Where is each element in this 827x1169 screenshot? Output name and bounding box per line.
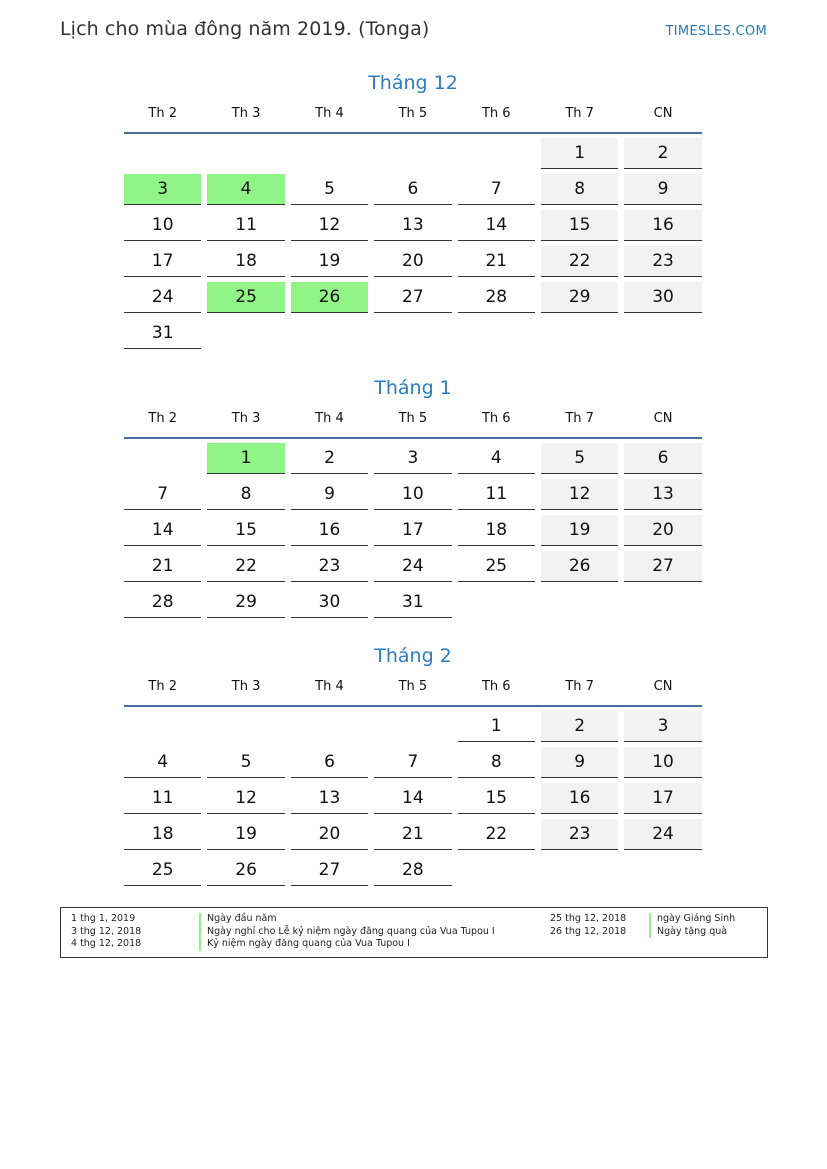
day-cell[interactable]: 3 bbox=[624, 711, 701, 742]
day-cell[interactable]: 26 bbox=[541, 551, 618, 582]
weekday-label: Th 5 bbox=[398, 106, 428, 121]
day-cell[interactable]: 24 bbox=[624, 819, 701, 850]
day-cell[interactable]: 30 bbox=[291, 587, 368, 618]
day-cell[interactable]: 13 bbox=[624, 479, 701, 510]
holiday-day-cell[interactable]: 25 bbox=[207, 282, 284, 313]
day-cell[interactable]: 14 bbox=[124, 515, 201, 546]
day-cell[interactable]: 19 bbox=[291, 246, 368, 277]
weekday-label: Th 5 bbox=[398, 679, 428, 694]
day-cell[interactable]: 15 bbox=[207, 515, 284, 546]
brand-logo-link[interactable]: TIMESLES.COM bbox=[665, 24, 767, 39]
legend-date: 26 thg 12, 2018 bbox=[550, 925, 627, 937]
day-cell[interactable]: 27 bbox=[291, 855, 368, 886]
day-cell[interactable]: 8 bbox=[541, 174, 618, 205]
empty-cell bbox=[204, 711, 287, 747]
header-divider bbox=[124, 132, 702, 134]
weekday-label: Th 6 bbox=[481, 106, 511, 121]
weekday-label: Th 7 bbox=[565, 679, 594, 694]
weekday-label: Th 3 bbox=[231, 411, 261, 426]
day-cell[interactable]: 13 bbox=[374, 210, 451, 241]
header-divider bbox=[124, 705, 702, 707]
month-title: Tháng 1 bbox=[374, 377, 452, 399]
holiday-day-cell[interactable]: 1 bbox=[207, 443, 284, 474]
header-divider bbox=[124, 437, 702, 439]
empty-cell bbox=[371, 711, 454, 747]
empty-cell bbox=[121, 138, 204, 174]
day-cell[interactable]: 11 bbox=[458, 479, 535, 510]
day-cell[interactable]: 20 bbox=[291, 819, 368, 850]
legend-holiday-name: Ngày đầu năm bbox=[199, 913, 495, 926]
day-cell[interactable]: 15 bbox=[541, 210, 618, 241]
legend-holiday-name: Ngày nghỉ cho Lễ kỷ niệm ngày đăng quang của Vua Tupou I bbox=[199, 926, 495, 939]
day-cell[interactable]: 17 bbox=[624, 783, 701, 814]
weekday-label: CN bbox=[653, 106, 673, 121]
day-cell[interactable]: 18 bbox=[124, 819, 201, 850]
month-january bbox=[121, 375, 705, 623]
weekday-header-row bbox=[121, 106, 705, 122]
day-cell[interactable]: 27 bbox=[624, 551, 701, 582]
day-cell[interactable]: 9 bbox=[624, 174, 701, 205]
weekday-label: Th 2 bbox=[148, 106, 177, 121]
weekday-label: Th 4 bbox=[315, 411, 344, 426]
day-cell[interactable]: 12 bbox=[207, 783, 284, 814]
day-cell[interactable]: 15 bbox=[458, 783, 535, 814]
day-cell[interactable]: 27 bbox=[374, 282, 451, 313]
weekday-label: Th 3 bbox=[231, 679, 261, 694]
weekday-header-row bbox=[121, 411, 705, 427]
weekday-label: Th 2 bbox=[148, 679, 177, 694]
day-cell[interactable]: 6 bbox=[374, 174, 451, 205]
day-cell[interactable]: 9 bbox=[291, 479, 368, 510]
day-grid bbox=[121, 138, 705, 354]
day-cell[interactable]: 4 bbox=[124, 747, 201, 778]
day-cell[interactable]: 23 bbox=[624, 246, 701, 277]
day-cell[interactable]: 29 bbox=[541, 282, 618, 313]
weekday-label: Th 2 bbox=[148, 411, 177, 426]
day-cell[interactable]: 19 bbox=[541, 515, 618, 546]
day-cell[interactable]: 28 bbox=[458, 282, 535, 313]
day-cell[interactable]: 11 bbox=[124, 783, 201, 814]
empty-cell bbox=[371, 138, 454, 174]
day-cell[interactable]: 8 bbox=[207, 479, 284, 510]
legend-holiday-name: ngày Giáng Sinh bbox=[649, 913, 735, 926]
day-cell[interactable]: 7 bbox=[124, 479, 201, 510]
holiday-day-cell[interactable]: 4 bbox=[207, 174, 284, 205]
day-cell[interactable]: 31 bbox=[124, 318, 201, 349]
day-cell[interactable]: 2 bbox=[541, 711, 618, 742]
day-cell[interactable]: 3 bbox=[374, 443, 451, 474]
weekday-label: Th 7 bbox=[565, 411, 594, 426]
day-cell[interactable]: 2 bbox=[624, 138, 701, 169]
day-cell[interactable]: 21 bbox=[124, 551, 201, 582]
legend-holiday-name: Kỷ niệm ngày đăng quang của Vua Tupou I bbox=[199, 938, 495, 951]
day-cell[interactable]: 12 bbox=[541, 479, 618, 510]
day-cell[interactable]: 25 bbox=[124, 855, 201, 886]
weekday-label: Th 4 bbox=[315, 106, 344, 121]
empty-cell bbox=[288, 711, 371, 747]
day-cell[interactable]: 5 bbox=[291, 174, 368, 205]
holiday-legend bbox=[60, 907, 768, 958]
legend-names-left bbox=[199, 913, 495, 951]
day-cell[interactable]: 1 bbox=[541, 138, 618, 169]
weekday-label: Th 4 bbox=[315, 679, 344, 694]
day-cell[interactable]: 13 bbox=[291, 783, 368, 814]
weekday-label: Th 7 bbox=[565, 106, 594, 121]
day-cell[interactable]: 9 bbox=[541, 747, 618, 778]
empty-cell bbox=[121, 711, 204, 747]
day-cell[interactable]: 26 bbox=[207, 855, 284, 886]
weekday-label: CN bbox=[653, 411, 673, 426]
day-cell[interactable]: 28 bbox=[124, 587, 201, 618]
day-cell[interactable]: 24 bbox=[124, 282, 201, 313]
day-cell[interactable]: 7 bbox=[458, 174, 535, 205]
empty-cell bbox=[288, 138, 371, 174]
day-cell[interactable]: 28 bbox=[374, 855, 451, 886]
day-grid bbox=[121, 711, 705, 891]
day-cell[interactable]: 22 bbox=[541, 246, 618, 277]
day-cell[interactable]: 21 bbox=[374, 819, 451, 850]
weekday-label: Th 6 bbox=[481, 679, 511, 694]
page-title: Lịch cho mùa đông năm 2019. (Tonga) bbox=[60, 18, 430, 40]
day-cell[interactable]: 4 bbox=[458, 443, 535, 474]
weekday-label: Th 3 bbox=[231, 106, 261, 121]
legend-date: 1 thg 1, 2019 bbox=[71, 913, 136, 924]
day-cell[interactable]: 16 bbox=[291, 515, 368, 546]
day-cell[interactable]: 20 bbox=[374, 246, 451, 277]
day-cell[interactable]: 31 bbox=[374, 587, 451, 618]
weekday-header-row bbox=[121, 679, 705, 695]
day-cell[interactable]: 18 bbox=[458, 515, 535, 546]
day-cell[interactable]: 25 bbox=[458, 551, 535, 582]
day-cell[interactable]: 14 bbox=[374, 783, 451, 814]
holiday-day-cell[interactable]: 3 bbox=[124, 174, 201, 205]
day-cell[interactable]: 14 bbox=[458, 210, 535, 241]
month-february bbox=[121, 643, 705, 891]
legend-date: 25 thg 12, 2018 bbox=[550, 913, 627, 924]
holiday-day-cell[interactable]: 26 bbox=[291, 282, 368, 313]
day-cell[interactable]: 5 bbox=[541, 443, 618, 474]
day-cell[interactable]: 23 bbox=[291, 551, 368, 582]
day-cell[interactable]: 12 bbox=[291, 210, 368, 241]
day-cell[interactable]: 10 bbox=[124, 210, 201, 241]
day-cell[interactable]: 16 bbox=[541, 783, 618, 814]
day-cell[interactable]: 6 bbox=[624, 443, 701, 474]
day-grid bbox=[121, 443, 705, 623]
day-cell[interactable]: 21 bbox=[458, 246, 535, 277]
day-cell[interactable]: 24 bbox=[374, 551, 451, 582]
legend-names-right bbox=[649, 913, 735, 938]
day-cell[interactable]: 29 bbox=[207, 587, 284, 618]
empty-cell bbox=[455, 138, 538, 174]
day-cell[interactable]: 22 bbox=[458, 819, 535, 850]
weekday-label: Th 5 bbox=[398, 411, 428, 426]
day-cell[interactable]: 5 bbox=[207, 747, 284, 778]
day-cell[interactable]: 2 bbox=[291, 443, 368, 474]
day-cell[interactable]: 7 bbox=[374, 747, 451, 778]
day-cell[interactable]: 17 bbox=[374, 515, 451, 546]
weekday-label: CN bbox=[653, 679, 673, 694]
day-cell[interactable]: 18 bbox=[207, 246, 284, 277]
day-cell[interactable]: 22 bbox=[207, 551, 284, 582]
day-cell[interactable]: 16 bbox=[624, 210, 701, 241]
day-cell[interactable]: 1 bbox=[458, 711, 535, 742]
legend-dates-left bbox=[71, 913, 141, 951]
empty-cell bbox=[204, 138, 287, 174]
day-cell[interactable]: 11 bbox=[207, 210, 284, 241]
day-cell[interactable]: 19 bbox=[207, 819, 284, 850]
day-cell[interactable]: 20 bbox=[624, 515, 701, 546]
legend-dates-right bbox=[550, 913, 626, 938]
empty-cell bbox=[121, 443, 204, 479]
day-cell[interactable]: 17 bbox=[124, 246, 201, 277]
weekday-label: Th 6 bbox=[481, 411, 511, 426]
day-cell[interactable]: 30 bbox=[624, 282, 701, 313]
day-cell[interactable]: 10 bbox=[624, 747, 701, 778]
month-december bbox=[121, 70, 705, 354]
day-cell[interactable]: 6 bbox=[291, 747, 368, 778]
day-cell[interactable]: 8 bbox=[458, 747, 535, 778]
day-cell[interactable]: 23 bbox=[541, 819, 618, 850]
legend-date: 3 thg 12, 2018 bbox=[71, 925, 142, 937]
legend-date: 4 thg 12, 2018 bbox=[71, 938, 142, 950]
day-cell[interactable]: 10 bbox=[374, 479, 451, 510]
month-title: Tháng 12 bbox=[368, 72, 458, 94]
legend-holiday-name: Ngày tặng quà bbox=[649, 926, 735, 939]
month-title: Tháng 2 bbox=[374, 645, 452, 667]
